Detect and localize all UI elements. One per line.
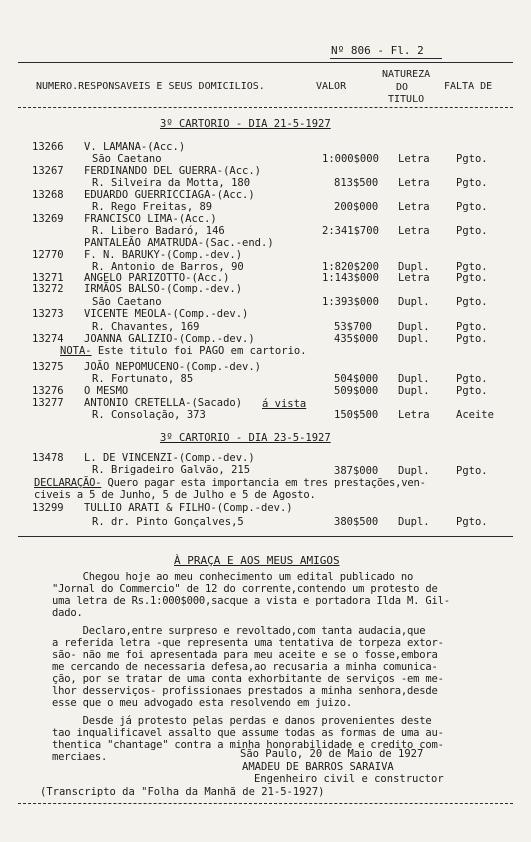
entry-value: 200$000 [334,201,379,213]
entry-value: 509$000 [334,385,379,397]
entry-name: O MESMO [84,385,129,397]
declaracao-label: DECLARAÇÃO- [34,477,102,489]
col-header-natureza-2: DO [396,82,409,93]
entry-reason: Pgto. [456,465,488,477]
entry-nature: Dupl. [398,516,430,528]
entry-name: JOÃO NEPOMUCENO-(Comp.-dev.) [84,361,262,373]
entry-value: 387$000 [334,465,379,477]
notice-paragraph-line: me cercando de necessaria defesa,ao recusaria a minha comunica- [52,661,438,673]
declaracao-line-1 [34,477,426,489]
entry-value: 2:341$700 [322,225,379,237]
entry-name: V. LAMANA-(Acc.) [84,141,186,153]
entry-reason: Pgto. [456,225,488,237]
source-note: (Transcripto da "Folha da Manhã de 21-5-1927) [40,786,325,798]
entry-value: 1:143$000 [322,272,379,284]
entry-number: 13271 [32,272,64,284]
entry-address: R. dr. Pinto Gonçalves,5 [92,516,244,528]
entry-nature: Dupl. [398,373,430,385]
section-title-2: 3º CARTORIO - DIA 23-5-1927 [160,432,331,444]
entry-reason: Aceite [456,409,494,421]
entry-nature: Dupl. [398,321,430,333]
entry-value: 813$500 [334,177,379,189]
entry-reason: Pgto. [456,333,488,345]
entry-number: 13276 [32,385,64,397]
entry-reason: Pgto. [456,177,488,189]
notice-paragraph-line: Desde já protesto pelas perdas e danos provenientes deste [52,715,432,727]
entry-name: R. Consolação, 373 [92,409,206,421]
nota-label: NOTA- [60,345,92,357]
notice-paragraph-line: esse que o meu advogado esta resolvendo em juizo. [52,697,352,709]
entry-reason: Pgto. [456,296,488,308]
entry-nature: Letra [398,409,430,421]
entry-value: 1:000$000 [322,153,379,165]
page-number: Nº 806 - Fl. 2 [331,44,424,57]
notice-paragraph-line: merciaes. [52,751,108,763]
entry-nature: Dupl. [398,333,430,345]
entry-value: 504$000 [334,373,379,385]
notice-paragraph-line: tao inqualificavel assalto que assume todas as formas de uma au- [52,727,444,739]
entry-name: PANTALEÃO AMATRUDA-(Sac.-end.) [84,237,274,249]
entry-number: 13266 [32,141,64,153]
entry-value: 380$500 [334,516,379,528]
entry-name: Sāo Caetano [92,153,162,165]
entry-reason: Pgto. [456,261,488,273]
notice-paragraph-line: são- não me foi apresentada para meu aceite e se o fosse,embora [52,649,438,661]
entry-name: R. Antonio de Barros, 90 [92,261,244,273]
notice-paragraph-line: a referida letra -que representa uma tentativa de torpeza extor- [52,637,444,649]
entry-name: São Caetano [92,296,162,308]
entry-value: 1:393$000 [322,296,379,308]
entry-reason: Pgto. [456,153,488,165]
declaracao-line-2: civeis a 5 de Junho, 5 de Julho e 5 de Agosto. [34,489,316,501]
nota-text: Este titulo foi PAGO em cartorio. [91,345,307,357]
declaracao-text: Quero pagar esta importancia em tres prestações,ven- [101,477,426,489]
page-number-underline [330,58,442,59]
col-header-valor: VALOR [316,81,347,92]
entry-nature: Letra [398,225,430,237]
entry-number: 13269 [32,213,64,225]
entry-value: 1:820$200 [322,261,379,273]
entry-value: 53$700 [334,321,372,333]
entry-number: 13275 [32,361,64,373]
entry-value: 435$000 [334,333,379,345]
entry-name: IRMÃOS BALSO-(Comp.-dev.) [84,283,243,295]
footer-rule [18,803,513,804]
col-header-natureza-1: NATUREZA [382,69,431,80]
signature-date: São Paulo, 20 de Maio de 1927 [240,748,424,760]
notice-paragraph-line: Chegou hoje ao meu conhecimento um edital publicado no [52,571,414,583]
entry-name: L. DE VINCENZI-(Comp.-dev.) [84,452,255,464]
notice-paragraph-line: "Jornal do Commercio" de 12 do corrente,contendo um protesto de [52,583,438,595]
entry-reason: Pgto. [456,373,488,385]
entry-name: JOANNA GALIZIO-(Comp.-dev.) [84,333,255,345]
entry-nature: Letra [398,272,430,284]
entry-name: ANGELO PARIZOTTO-(Acc.) [84,272,230,284]
entry-number: 13268 [32,189,64,201]
entry-reason: Pgto. [456,385,488,397]
entry-name: R. Libero Badaró, 146 [92,225,225,237]
entry-name: F. N. BARUKY-(Comp.-dev.) [84,249,243,261]
signature-name: AMADEU DE BARROS SARAIVA [242,761,394,773]
entry-nature: Dupl. [398,385,430,397]
entry-name: TULLIO ARATI & FILHO-(Comp.-dev.) [84,502,293,514]
entry-reason: Pgto. [456,321,488,333]
entry-name: FRANCISCO LIMA-(Acc.) [84,213,217,225]
entry-number: 13277 [32,397,64,409]
entry-nature: Letra [398,177,430,189]
notice-paragraph-line: uma letra de Rs.1:000$000,sacque a vista e portadora Ilda M. Gil- [52,595,450,607]
entry-name: R. Chavantes, 169 [92,321,200,333]
entry-number: 13299 [32,502,64,514]
notice-paragraph-line: thentica "chantage" contra a minha honorabilidade e credito com- [52,739,444,751]
entry-number: 13478 [32,452,64,464]
entry-nature: Dupl. [398,261,430,273]
entry-number: 12770 [32,249,64,261]
header-bottom-rule [18,107,513,108]
entry-name: FERDINANDO DEL GUERRA-(Acc.) [84,165,262,177]
entry-reason: Pgto. [456,201,488,213]
entry-nature: Dupl. [398,465,430,477]
entry-number: 13272 [32,283,64,295]
entry-value: 150$500 [334,409,379,421]
entry-name: ANTONIO CRETELLA-(Sacado) [84,397,243,409]
nota-line [60,345,307,357]
entry-address: R. Brigadeiro Galvão, 215 [92,464,251,476]
entry-name: R. Rego Freitas, 89 [92,201,213,213]
header-top-rule [18,62,513,63]
entry-name: R. Silveira da Motta, 180 [92,177,251,189]
entry-name: R. Fortunato, 85 [92,373,194,385]
a-vista-note: á vista [262,398,307,410]
notice-paragraph-line: lhor desserviços- profissionaes prestados a minha senhora,desde [52,685,438,697]
entry-number: 13267 [32,165,64,177]
col-header-numero: NUMERO.RESPONSAVEIS E SEUS DOMICILIOS. [36,81,265,92]
entry-nature: Letra [398,153,430,165]
entry-number: 13273 [32,308,64,320]
entry-nature: Letra [398,201,430,213]
notice-paragraph-line: Declaro,entre surpreso e revoltado,com tanta audacia,que [52,625,426,637]
entry-name: VICENTE MEOLA-(Comp.-dev.) [84,308,249,320]
notice-paragraph-line: ção, por se tratar de uma conta exhorbitante de serviços -em me- [52,673,444,685]
entry-nature: Dupl. [398,296,430,308]
notice-paragraph-line: dado. [52,607,83,619]
notice-title: À PRAÇA E AOS MEUS AMIGOS [174,554,340,567]
col-header-falta: FALTA DE [444,81,493,92]
entry-reason: Pgto. [456,516,488,528]
signature-title: Engenheiro civil e constructor [254,773,444,785]
entry-reason: Pgto. [456,272,488,284]
entry-number: 13274 [32,333,64,345]
col-header-natureza-3: TITULO [388,94,425,105]
section-2-bottom-rule [18,536,513,537]
section-title-1: 3º CARTORIO - DIA 21-5-1927 [160,118,331,130]
entry-name: EDUARDO GUERRICCIAGA-(Acc.) [84,189,255,201]
